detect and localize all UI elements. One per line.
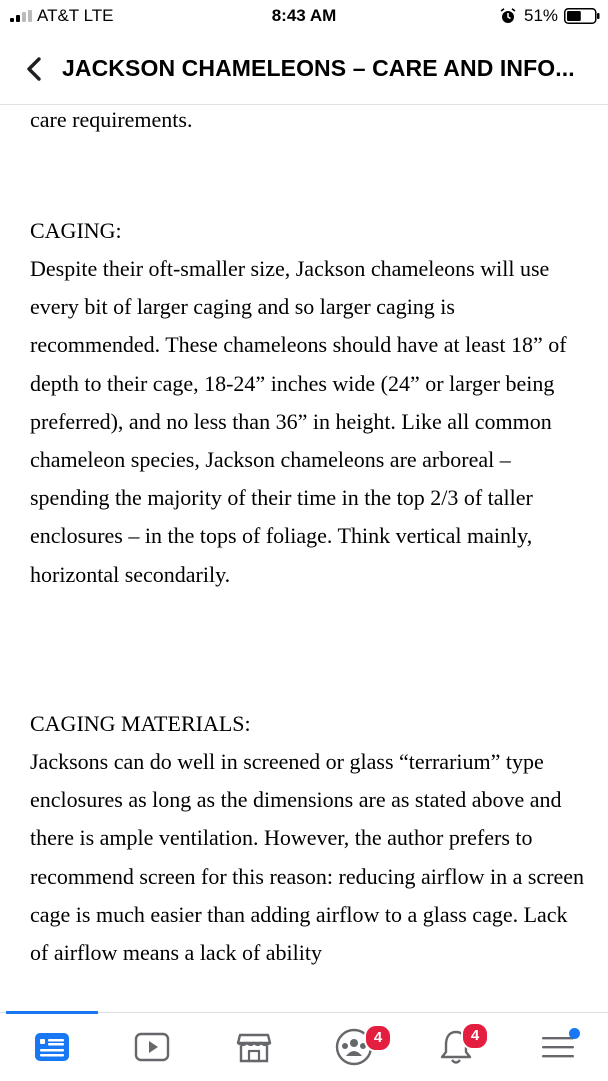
app-header: [0, 34, 608, 105]
back-chevron-icon[interactable]: [18, 52, 52, 86]
section-heading: CAGING MATERIALS:: [30, 711, 251, 736]
watch-video-icon[interactable]: [132, 1027, 172, 1067]
status-time: 8:43 AM: [271, 6, 337, 25]
status-bar: [0, 0, 608, 34]
intro-text: care requirements.: [30, 107, 193, 132]
page-title: JACKSON CHAMELEONS – CARE AND INFO...: [62, 55, 575, 81]
groups-badge: 4: [364, 1024, 392, 1052]
section-paragraph: Jacksons can do well in screened or glass “terrarium” type enclosures as long as the dimensions are as stated above and there is ample ventilation. However, the author prefers to recommend screen for this reason: reducing airflow in a screen cage is much easier than adding airflow to a glass cage. Lack of airflow means a lack of ability: [30, 749, 585, 966]
section-heading: CAGING:: [30, 218, 122, 243]
active-tab-indicator: [6, 1011, 98, 1014]
bottom-tab-bar: [0, 1012, 608, 1081]
section-paragraph: Despite their oft-smaller size, Jackson chameleons will use every bit of larger caging and so larger caging is recommended. These chameleons should have at least 18” of depth to their cage, 18-24” inches wide (24” or larger being preferred), and no less than 36” in height. Like all common chameleon species, Jackson chameleons are arboreal – spending the majority of their time in the top 2/3 of taller enclosures – in the tops of foliage. Think vertical mainly, horizontal secondarily.: [30, 256, 567, 587]
notifications-badge: 4: [461, 1022, 489, 1050]
news-feed-icon[interactable]: [32, 1027, 72, 1067]
alarm-icon: [500, 8, 516, 24]
battery-percent: 51%: [524, 6, 559, 25]
carrier-label: AT&T LTE: [37, 6, 114, 25]
article-body: [30, 104, 590, 1010]
menu-notification-dot: [569, 1028, 580, 1039]
marketplace-icon[interactable]: [234, 1027, 274, 1067]
battery-icon: [564, 8, 600, 24]
